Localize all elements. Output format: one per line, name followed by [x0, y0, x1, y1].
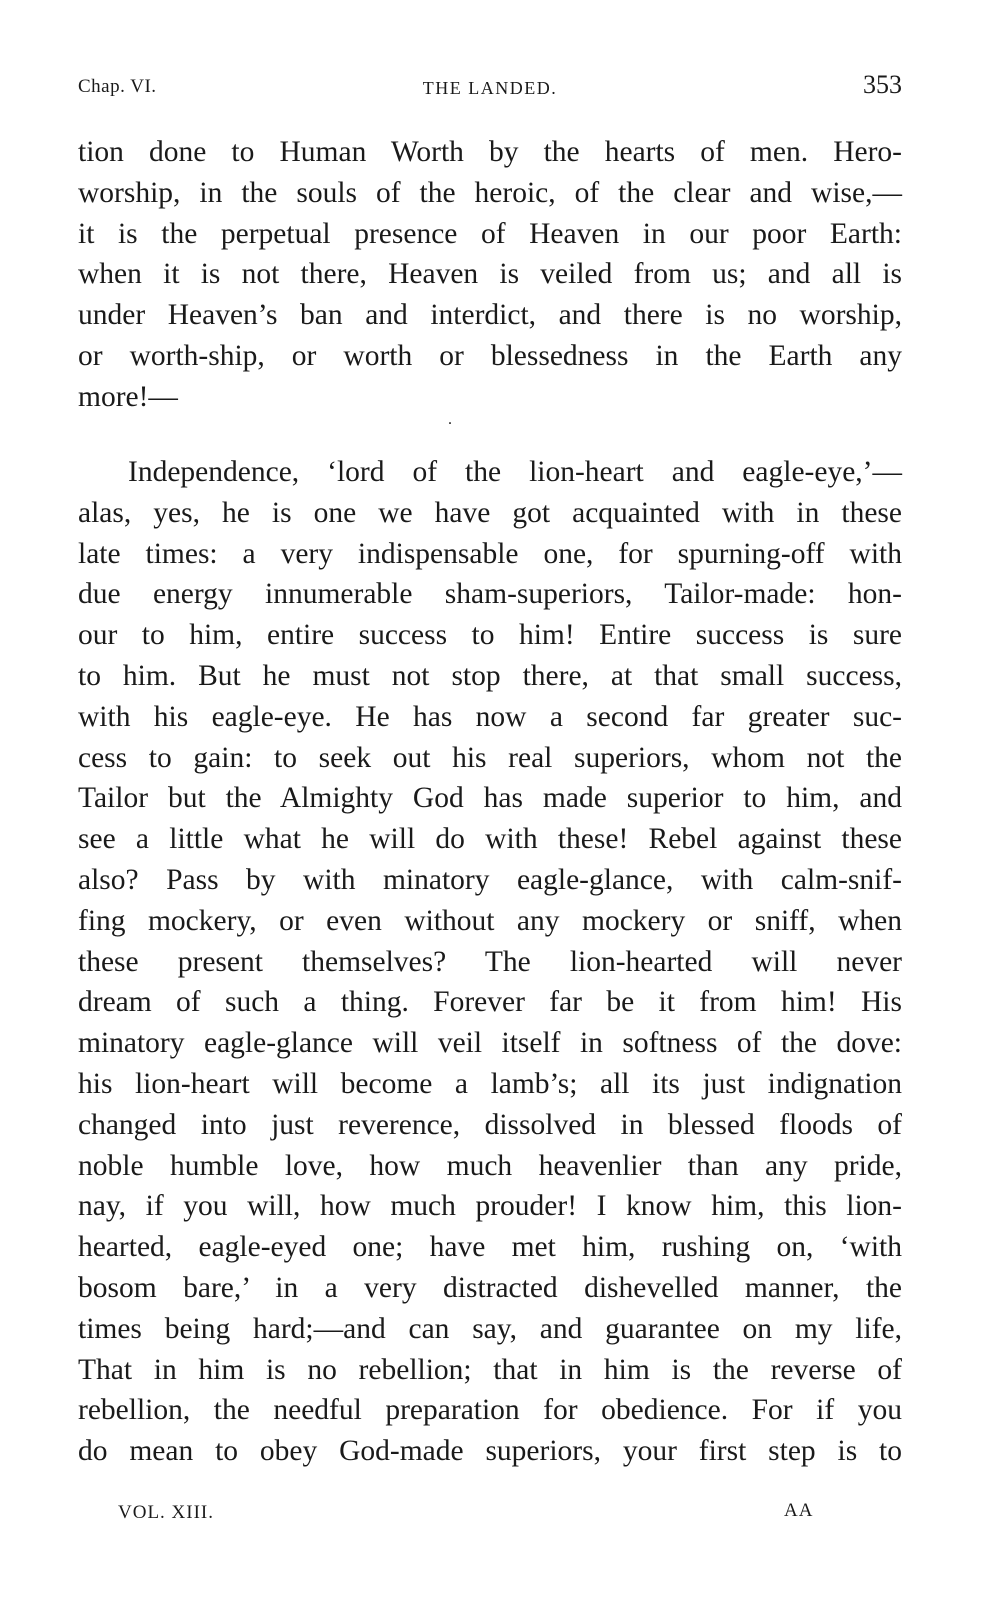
- text-line: late times: a very indispensable one, for spurning-off with: [78, 537, 902, 570]
- text-line: fing mockery, or even without any mockery or sniff, when: [78, 904, 902, 937]
- chapter-label: Chap. VI.: [78, 76, 157, 97]
- text-line: times being hard;—and can say, and guarantee on my life,: [78, 1312, 902, 1345]
- text-line: nay, if you will, how much prouder! I know him, this lion-: [78, 1190, 902, 1223]
- text-line: it is the perpetual presence of Heaven in our poor Earth:: [78, 217, 902, 250]
- text-line: minatory eagle-glance will veil itself in softness of the dove:: [78, 1027, 902, 1060]
- text-line: due energy innumerable sham-superiors, Tailor-made: hon-: [78, 578, 902, 611]
- text-line: dream of such a thing. Forever far be it from him! His: [78, 986, 902, 1019]
- text-line: our to him, entire success to him! Entire success is sure: [78, 619, 902, 652]
- text-line: worship, in the souls of the heroic, of the clear and wise,—: [78, 176, 902, 209]
- text-line: also? Pass by with minatory eagle-glance, with calm-snif-: [78, 863, 902, 896]
- paragraph-1: [78, 132, 902, 418]
- text-line: changed into just reverence, dissolved in blessed floods of: [78, 1108, 902, 1141]
- section-ornament: .: [448, 411, 452, 428]
- text-line: noble humble love, how much heavenlier than any pride,: [78, 1149, 902, 1182]
- text-line: more!—: [78, 380, 178, 413]
- running-head: [78, 70, 902, 110]
- volume-signature: VOL. XIII.: [118, 1502, 215, 1523]
- text-line: rebellion, the needful preparation for obedience. For if you: [78, 1394, 902, 1427]
- paragraph-2: [78, 452, 902, 1472]
- text-line: alas, yes, he is one we have got acquainted with in these: [78, 496, 902, 529]
- text-line: do mean to obey God-made superiors, your first step is to: [78, 1435, 902, 1468]
- book-page: [78, 0, 902, 1608]
- printer-signature: AA: [784, 1500, 814, 1521]
- text-line: hearted, eagle-eyed one; have met him, rushing on, ‘with: [78, 1231, 902, 1264]
- page-number: 353: [863, 70, 902, 99]
- text-line: when it is not there, Heaven is veiled from us; and all is: [78, 258, 902, 291]
- text-line: Tailor but the Almighty God has made superior to him, and: [78, 782, 902, 815]
- text-line: with his eagle-eye. He has now a second far greater suc-: [78, 700, 902, 733]
- text-line: bosom bare,’ in a very distracted dishevelled manner, the: [78, 1271, 902, 1304]
- text-line: to him. But he must not stop there, at that small success,: [78, 659, 902, 692]
- running-title: THE LANDED.: [422, 78, 558, 98]
- text-line: tion done to Human Worth by the hearts of men. Hero-: [78, 136, 902, 168]
- text-line: or worth-ship, or worth or blessedness in the Earth any: [78, 339, 902, 372]
- text-line: That in him is no rebellion; that in him is the reverse of: [78, 1353, 902, 1386]
- text-line: Independence, ‘lord of the lion-heart and eagle-eye,’—: [128, 456, 902, 488]
- text-line: see a little what he will do with these! Rebel against these: [78, 823, 902, 856]
- text-line: his lion-heart will become a lamb’s; all its just indignation: [78, 1067, 902, 1100]
- text-line: under Heaven’s ban and interdict, and there is no worship,: [78, 299, 902, 332]
- text-line: cess to gain: to seek out his real superiors, whom not the: [78, 741, 902, 774]
- text-line: these present themselves? The lion-hearted will never: [78, 945, 902, 978]
